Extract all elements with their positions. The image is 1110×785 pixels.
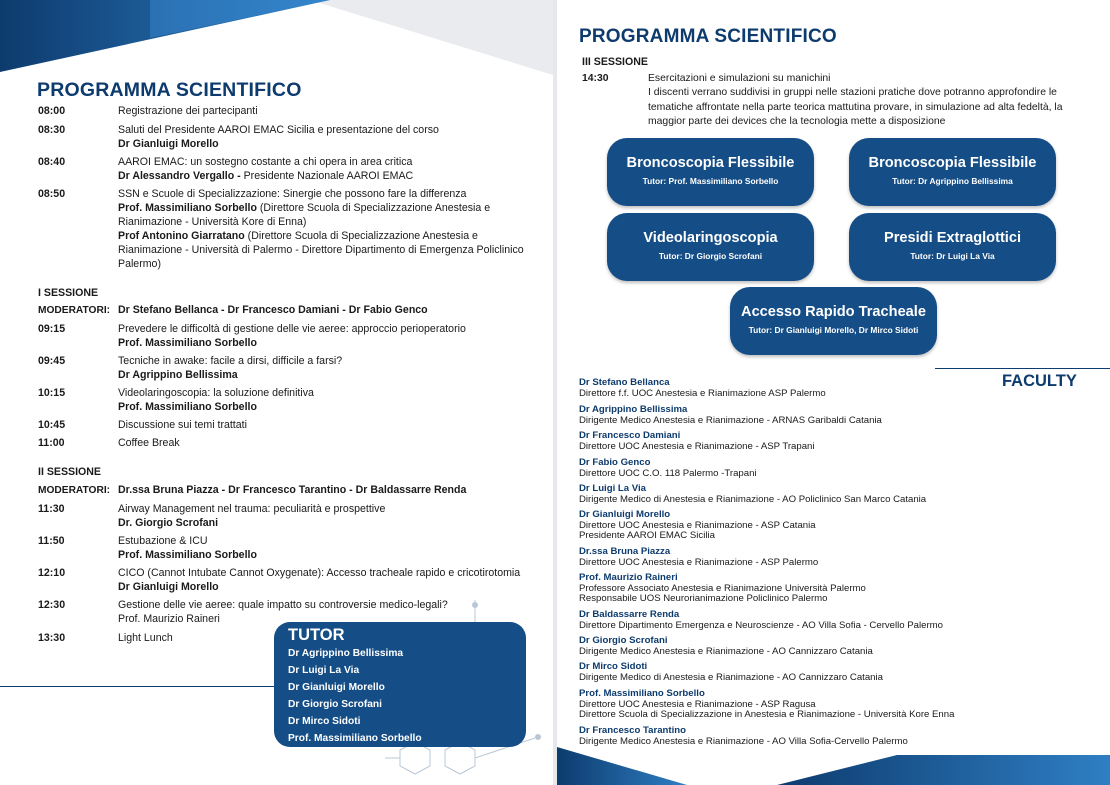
faculty-entry [579,510,1099,542]
faculty-role: Direttore Scuola di Specializzazione in Anestesia e Rianimazione - Università Kore Enna [579,709,955,721]
schedule-time: 10:45 [38,419,66,431]
faculty-name: Dr Fabio Genco [579,457,651,468]
faculty-entry [579,689,1099,721]
schedule-time: 08:00 [38,105,66,117]
line-text: Tecniche in awake: facile a dirsi, difficile a farsi? [118,355,343,367]
speaker-name: Prof. Massimiliano Sorbello [118,549,257,561]
line-text: Discussione sui temi trattati [118,419,247,431]
faculty-role: Direttore Dipartimento Emergenza e Neuroscienze - AO Villa Sofia - Cervello Palermo [579,619,944,631]
schedule-description [118,104,536,118]
faculty-entry [579,458,1099,479]
speaker-name: Prof. Massimiliano Sorbello [118,337,257,349]
schedule-line [118,502,536,516]
faculty-role: Presidente AAROI EMAC Sicilia [579,530,715,542]
faculty-name: Prof. Massimiliano Sorbello [579,688,705,699]
faculty-entry [579,662,1099,683]
faculty-role: Dirigente Medico di Anestesia e Rianimazione - AO Cannizzaro Catania [579,671,883,683]
faculty-entry [579,547,1099,568]
schedule-line [118,516,536,530]
station-tutor: Tutor: Dr Agrippino Bellissima [892,176,1013,186]
schedule-line [118,354,536,368]
session-3-activity: Esercitazioni e simulazioni su manichini [648,73,831,84]
faculty-title: FACULTY [1002,372,1077,390]
line-text: Presidente Nazionale AAROI EMAC [243,170,414,182]
schedule-time: 13:30 [38,632,66,644]
station-tutor: Tutor: Prof. Massimiliano Sorbello [642,176,779,186]
station-card [730,287,937,355]
schedule-line [118,386,536,400]
station-card [849,138,1056,206]
station-title: Presidi Extraglottici [883,230,1022,246]
faculty-entry [579,405,1099,426]
line-text: Registrazione dei partecipanti [118,105,258,117]
tutor-box [274,622,526,747]
station-tutor: Tutor: Dr Giorgio Scrofani [658,251,763,261]
tutor-list [288,645,512,747]
tutor-name: Dr Gianluigi Morello [288,682,385,693]
tutor-name: Dr Mirco Sidoti [288,716,361,727]
schedule-time: 09:15 [38,323,66,335]
line-text: Airway Management nel trauma: peculiarità e prospettive [118,503,386,515]
faculty-role: Responsabile UOS Neurorianimazione Policlinico Palermo [579,593,828,605]
schedule-description [118,322,536,350]
line-text: Prof. Maurizio Raineri [118,613,220,625]
schedule-time: 11:50 [38,535,65,547]
schedule-line [118,137,536,151]
faculty-name: Dr Giorgio Scrofani [579,635,668,646]
schedule-time: 08:40 [38,156,66,168]
schedule-description [118,566,536,594]
schedule-description [118,187,536,271]
faculty-name: Dr Mirco Sidoti [579,661,648,672]
session-2-title: II SESSIONE [38,466,101,478]
speaker-name: Dr. Giorgio Scrofani [118,517,219,529]
tutor-name: Prof. Massimiliano Sorbello [288,733,422,744]
speaker-name: Dr Gianluigi Morello [118,581,219,593]
session-2-moderators: Dr.ssa Bruna Piazza - Dr Francesco Tarantino - Dr Baldassarre Renda [118,484,467,496]
faculty-entry [579,484,1099,505]
line-text: Prevedere le difficoltà di gestione delle vie aeree: approccio perioperatorio [118,323,466,335]
line-text: Light Lunch [118,632,173,644]
faculty-entry [579,636,1099,657]
schedule-line [118,229,536,271]
faculty-entry [579,726,1099,747]
schedule-time: 09:45 [38,355,66,367]
schedule-time: 12:30 [38,599,66,611]
station-tutor: Tutor: Dr Gianluigi Morello, Dr Mirco Sidoti [748,325,919,335]
session-1-moderators-label: MODERATORI: [38,305,111,316]
schedule-time: 08:50 [38,188,66,200]
speaker-name: Dr Gianluigi Morello [118,138,219,150]
session-1-moderators: Dr Stefano Bellanca - Dr Francesco Damiani - Dr Fabio Genco [118,304,428,316]
faculty-entry [579,610,1099,631]
station-title: Broncoscopia Flessibile [626,155,795,171]
speaker-name: Dr Alessandro Vergallo - [118,170,244,182]
schedule-line [118,436,536,450]
schedule-line [118,187,536,201]
schedule-line [118,400,536,414]
schedule-line [118,104,536,118]
schedule-description [118,534,536,562]
session-3-time: 14:30 [582,73,609,84]
faculty-role: Dirigente Medico Anestesia e Rianimazione - ARNAS Garibaldi Catania [579,414,882,426]
schedule-time: 10:15 [38,387,66,399]
faculty-name: Prof. Maurizio Raineri [579,572,678,583]
schedule-time: 11:00 [38,437,65,449]
faculty-entry [579,573,1099,605]
schedule-line [118,566,536,580]
tutor-name: Dr Giorgio Scrofani [288,699,382,710]
session-1-title: I SESSIONE [38,287,99,299]
station-card [849,213,1056,281]
faculty-name: Dr Stefano Bellanca [579,377,670,388]
schedule-description [118,155,536,183]
faculty-role: Direttore UOC Anestesia e Rianimazione - ASP Trapani [579,440,815,452]
tutor-title: TUTOR [288,626,345,644]
station-card [607,213,814,281]
line-text: (Direttore Scuola di Specializzazione Anestesia e Rianimazione - Università Kore di Enna) [118,202,491,228]
faculty-name: Dr Agrippino Bellissima [579,404,688,415]
faculty-role: Professore Associato Anestesia e Rianimazione Università Palermo [579,582,866,594]
faculty-entry [579,431,1099,452]
session-3-title: III SESSIONE [582,56,648,68]
station-tutor: Tutor: Dr Luigi La Via [910,251,995,261]
station-title: Videolaringoscopia [643,230,778,246]
speaker-name: Dr Agrippino Bellissima [118,369,238,381]
schedule-line [118,169,536,183]
faculty-name: Dr Francesco Damiani [579,430,681,441]
line-text: Gestione delle vie aeree: quale impatto su controversie medico-legali? [118,599,448,611]
schedule-line [118,548,536,562]
line-text: Videolaringoscopia: la soluzione definitiva [118,387,314,399]
faculty-name: Dr Baldassarre Renda [579,609,680,620]
station-card [607,138,814,206]
faculty-name: Dr Francesco Tarantino [579,725,686,736]
line-text: Estubazione & ICU [118,535,208,547]
faculty-role: Dirigente Medico Anestesia e Rianimazione - AO Cannizzaro Catania [579,645,873,657]
schedule-description [118,436,536,450]
session-2-moderators-label: MODERATORI: [38,485,111,496]
schedule-description [118,386,536,414]
schedule-line [118,123,536,137]
faculty-role: Direttore UOC Anestesia e Rianimazione - ASP Palermo [579,556,819,568]
schedule-description [118,354,536,382]
schedule-line [118,201,536,229]
schedule-description [118,418,536,432]
schedule-line [118,534,536,548]
line-text: Coffee Break [118,437,180,449]
faculty-role: Direttore UOC C.O. 118 Palermo -Trapani [579,467,757,479]
faculty-entry [579,378,1099,399]
header-decoration [0,0,553,90]
schedule-line [118,336,536,350]
left-page [0,0,553,785]
line-text: (Direttore Scuola di Specializzazione Anestesia e Rianimazione - Università di Palermo - Direttore Dipartimento di Emergenza Policlinico Palermo) [118,230,524,270]
session-3-description: I discenti verrano suddivisi in gruppi nelle stazioni pratiche dove potranno approfondire le tematiche affrontate nella parte teorica mattutina provare, in simulazione ad alta fedeltà, la maggior parte dei devices che la tecnologia mette a disposizione [648,87,1063,127]
faculty-name: Dr Gianluigi Morello [579,509,671,520]
schedule-time: 11:30 [38,503,65,515]
schedule-line [118,155,536,169]
schedule-description [118,502,536,530]
tutor-name: Dr Luigi La Via [288,665,360,676]
schedule-time: 08:30 [38,124,66,136]
page-title: PROGRAMMA SCIENTIFICO [37,79,302,101]
faculty-role: Dirigente Medico Anestesia e Rianimazione - AO Villa Sofia-Cervello Palermo [579,735,908,747]
divider [0,686,275,687]
faculty-role: Dirigente Medico di Anestesia e Rianimazione - AO Policlinico San Marco Catania [579,493,927,505]
tutor-name: Dr Agrippino Bellissima [288,648,404,659]
faculty-divider [935,368,1110,369]
schedule-line [118,368,536,382]
schedule-line [118,322,536,336]
faculty-role: Direttore UOC Anestesia e Rianimazione - ASP Catania [579,519,816,531]
right-page [557,0,1110,785]
faculty-role: Direttore f.f. UOC Anestesia e Rianimazione ASP Palermo [579,387,826,399]
station-title: Accesso Rapido Tracheale [741,304,926,320]
page-title-right: PROGRAMMA SCIENTIFICO [579,26,837,47]
faculty-name: Dr.ssa Bruna Piazza [579,546,671,557]
speaker-name: Prof. Massimiliano Sorbello [118,202,257,214]
schedule-line [118,418,536,432]
schedule-time: 12:10 [38,567,66,579]
speaker-name: Prof. Massimiliano Sorbello [118,401,257,413]
line-text: SSN e Scuole di Specializzazione: Sinergie che possono fare la differenza [118,188,467,200]
schedule-line [118,580,536,594]
faculty-name: Dr Luigi La Via [579,483,646,494]
line-text: AAROI EMAC: un sostegno costante a chi opera in area critica [118,156,413,168]
line-text: CICO (Cannot Intubate Cannot Oxygenate): Accesso tracheale rapido e cricotirotomia [118,567,521,579]
schedule-description [118,123,536,151]
faculty-role: Direttore UOC Anestesia e Rianimazione - ASP Ragusa [579,698,816,710]
station-title: Broncoscopia Flessibile [868,155,1037,171]
line-text: Saluti del Presidente AAROI EMAC Sicilia e presentazione del corso [118,124,439,136]
speaker-name: Prof Antonino Giarratano [118,230,245,242]
